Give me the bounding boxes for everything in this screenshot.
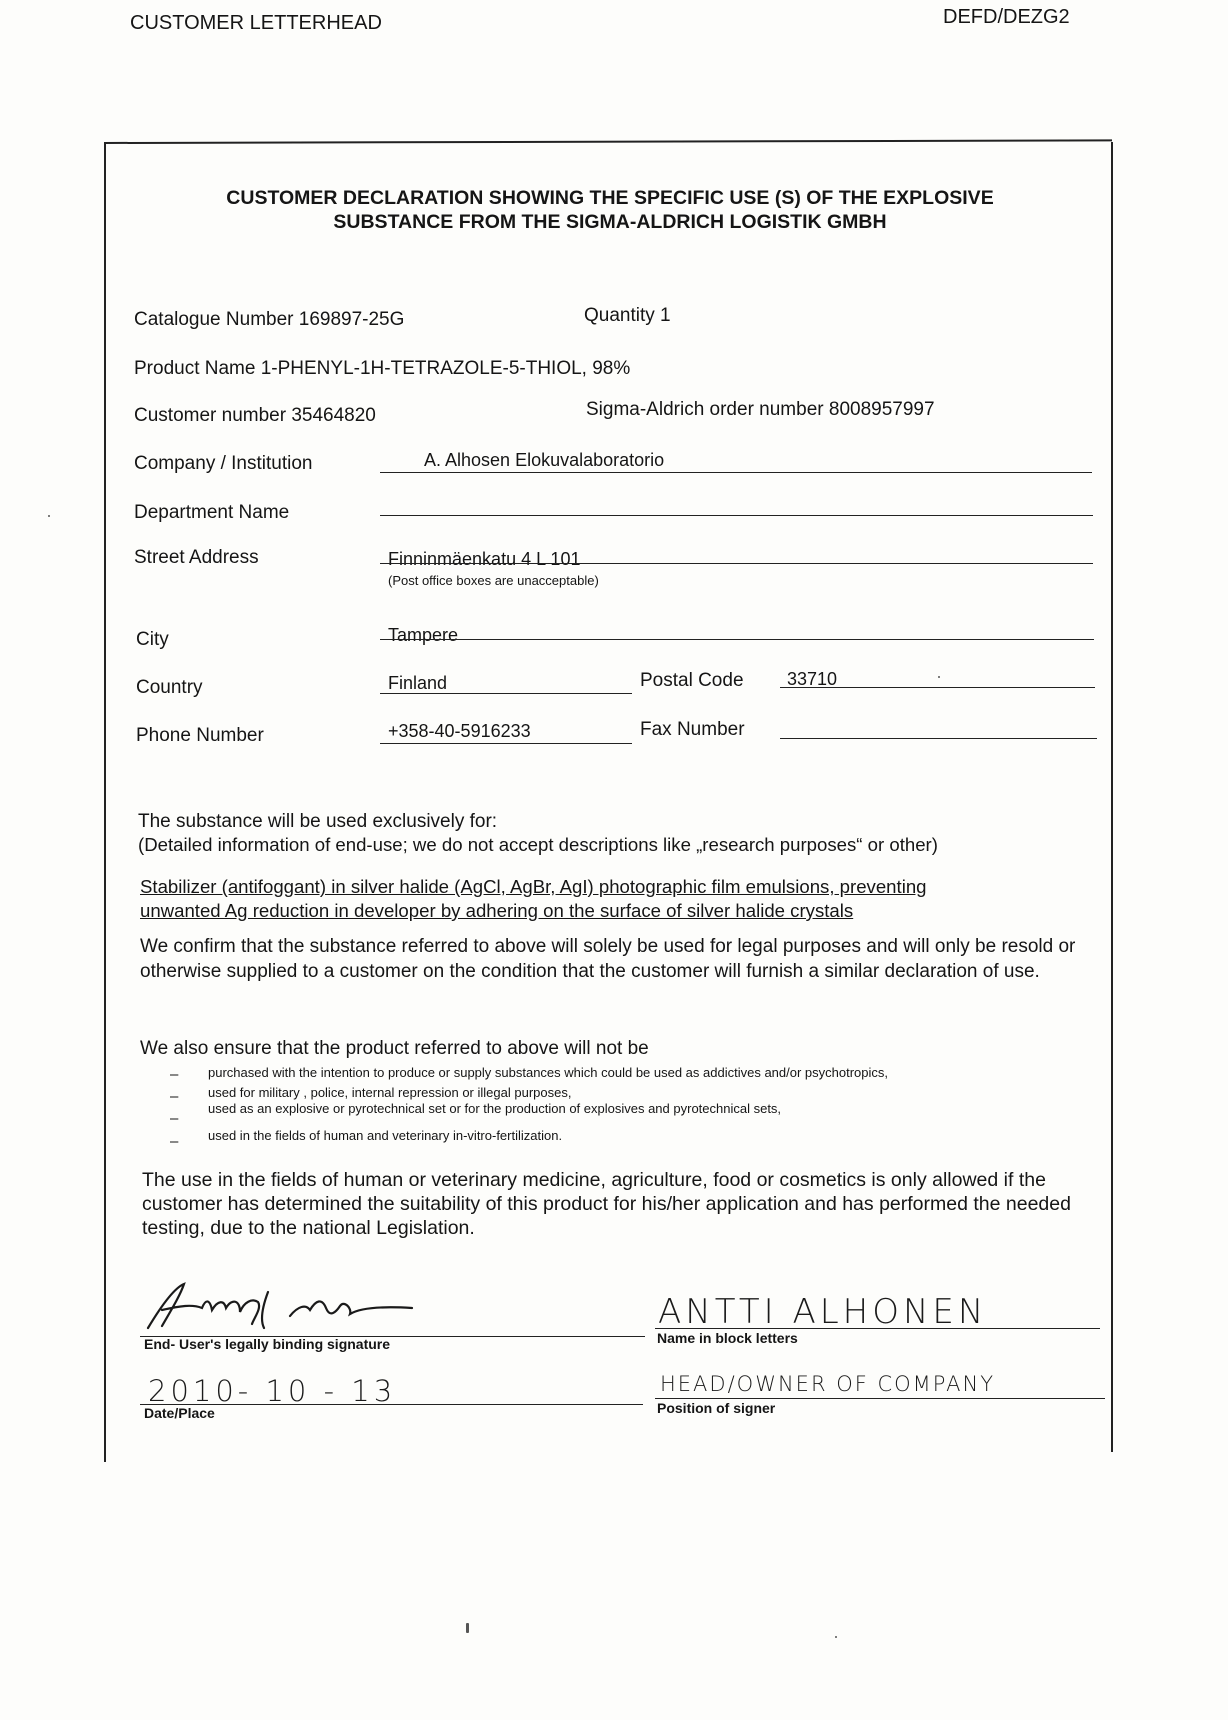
name-caption: Name in block letters [657,1330,798,1346]
use-description-line-1[interactable]: Stabilizer (antifoggant) in silver halide (AgCl, AgBr, AgI) photographic film emulsions, preventing [140,876,927,897]
frame-left-border [104,142,106,1462]
name-underline [655,1328,1100,1329]
street-note: (Post office boxes are unacceptable) [388,573,599,588]
product-name: Product Name 1-PHENYL-1H-TETRAZOLE-5-THIOL, 98% [134,358,631,379]
use-intro: The substance will be used exclusively for: [138,811,498,832]
legislation-paragraph: The use in the fields of human or veterinary medicine, agriculture, food or cosmetics is only allowed if the customer has determined the suitability of this product for his/her application and has performed the needed testing, due to the national Legislation. [142,1169,1071,1239]
letterhead-label: CUSTOMER LETTERHEAD [130,12,382,34]
order-number: Sigma-Aldrich order number 8008957997 [586,399,935,420]
country-underline [380,693,632,694]
phone-label: Phone Number [136,725,264,746]
bullet-dash: – [170,1088,179,1105]
signature-caption: End- User's legally binding signature [144,1336,391,1352]
position-value[interactable]: HEAD/OWNER OF COMPANY [660,1372,996,1396]
date-value[interactable]: 2010- 10 - 13 [148,1374,397,1408]
scan-speck [938,676,940,678]
city-label: City [136,629,169,650]
street-label: Street Address [134,547,259,568]
scan-speck [466,1623,469,1633]
fax-label: Fax Number [640,719,745,740]
date-caption: Date/Place [144,1405,215,1421]
name-value[interactable]: ANTTI ALHONEN [658,1292,988,1332]
ensure-item: used as an explosive or pyrotechnical set or for the production of explosives and pyrotechnical sets, [208,1101,782,1116]
phone-value[interactable]: +358-40-5916233 [388,721,531,741]
ensure-item: used for military , police, internal repression or illegal purposes, [208,1085,572,1100]
country-value[interactable]: Finland [388,673,448,693]
ensure-intro: We also ensure that the product referred to above will not be [140,1038,649,1059]
street-underline [380,563,1093,564]
position-caption: Position of signer [657,1400,776,1416]
frame-top-border [104,139,1112,144]
postal-code-value[interactable]: 33710 [787,669,838,689]
title-line-2: SUBSTANCE FROM THE SIGMA-ALDRICH LOGISTIK GMBH [333,211,887,233]
country-label: Country [136,677,203,698]
bullet-dash: – [170,1066,179,1083]
company-value[interactable]: A. Alhosen Elokuvalaboratorio [424,450,665,470]
date-underline [140,1404,643,1405]
position-underline [655,1398,1105,1399]
declaration-title [130,186,1090,234]
catalogue-number: Catalogue Number 169897-25G [134,309,405,330]
department-underline [380,515,1093,516]
title-line-1: CUSTOMER DECLARATION SHOWING THE SPECIFIC USE (S) OF THE EXPLOSIVE [226,187,994,209]
use-description-line-2[interactable]: unwanted Ag reduction in developer by adhering on the surface of silver halide crystals [140,900,854,921]
department-label: Department Name [134,502,290,523]
company-label: Company / Institution [134,453,313,474]
quantity: Quantity 1 [584,305,671,326]
postal-code-label: Postal Code [640,670,744,691]
ensure-item: used in the fields of human and veterinary in-vitro-fertilization. [208,1128,563,1143]
signature-scribble [140,1278,430,1338]
frame-right-border [1111,142,1113,1452]
scan-speck [48,515,50,517]
postal-code-underline [780,687,1095,688]
phone-underline [380,743,632,744]
bullet-dash: – [170,1133,179,1150]
city-value[interactable]: Tampere [388,625,459,645]
company-underline [380,472,1092,473]
use-instruction: (Detailed information of end-use; we do not accept descriptions like „research purposes“ or other) [138,834,938,855]
fax-underline [780,738,1097,739]
confirm-paragraph: We confirm that the substance referred to above will solely be used for legal purposes and will only be resold or otherwise supplied to a customer on the condition that the customer will furnish a similar declaration of use. [140,936,1076,982]
ensure-item: purchased with the intention to produce or supply substances which could be used as addictives and/or psychotropics, [208,1065,889,1080]
scan-speck [835,1636,837,1638]
city-underline [380,639,1094,640]
document-code: DEFD/DEZG2 [943,6,1070,28]
street-value[interactable]: Finninmäenkatu 4 L 101 [388,549,581,569]
bullet-dash: – [170,1110,179,1127]
customer-number: Customer number 35464820 [134,405,376,426]
